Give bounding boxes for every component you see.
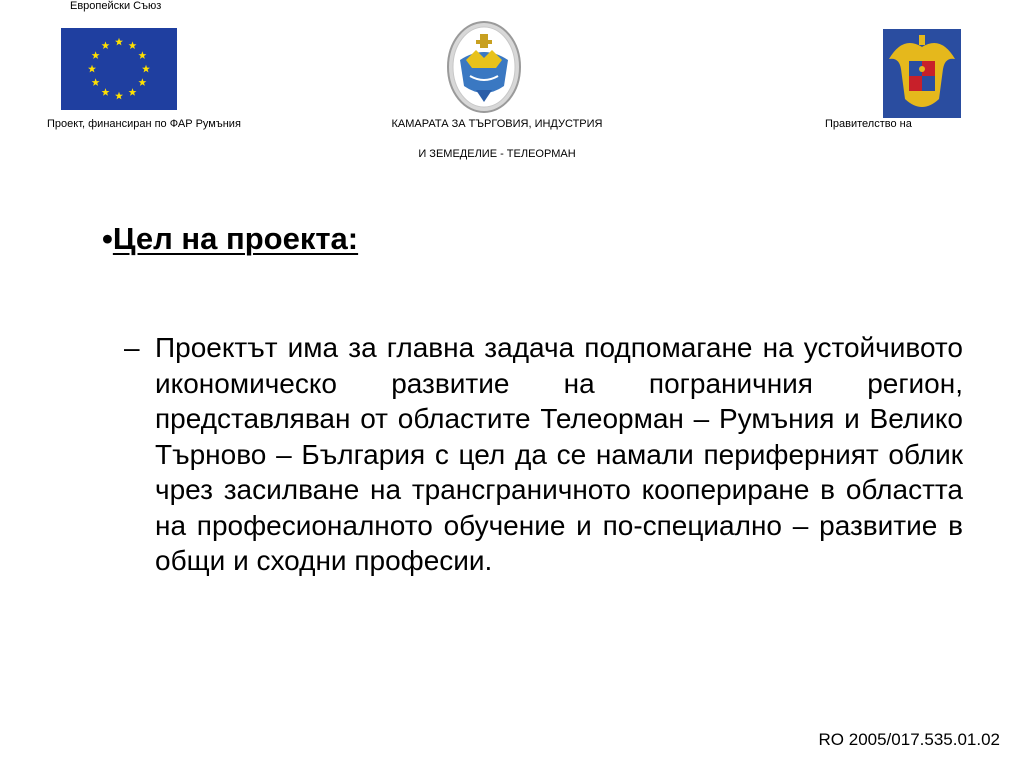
body-dash: – — [124, 332, 140, 363]
caption-left: Проект, финансиран по ФАР Румъния — [47, 118, 241, 130]
footer-code: RO 2005/017.535.01.02 — [818, 730, 1000, 749]
slide-title — [102, 219, 358, 259]
eu-label: Европейски Съюз — [70, 0, 162, 12]
caption-center-line1: КАМАРАТА ЗА ТЪРГОВИЯ, ИНДУСТРИЯ — [391, 118, 603, 130]
title-bullet: • — [102, 221, 113, 256]
title-text: Цел на проекта: — [112, 221, 359, 256]
chamber-emblem-icon — [446, 20, 522, 115]
eu-flag-icon — [61, 28, 177, 110]
body-text: Проектът има за главна задача подпомагане на устойчивото икономическо развитие на пограничния регион, представляван от областите Телеорман – Румъния и Велико Търново – България с цел да се намали периферният облик чрез засилване на трансграничното коопериране в областта на професионалното обучение и по-специално – развитие в общи и сходни професии. — [155, 332, 963, 576]
caption-center-line2: И ЗЕМЕДЕЛИЕ - ТЕЛЕОРМАН — [418, 148, 576, 160]
caption-right: Правителство на — [825, 118, 912, 130]
romania-coat-of-arms-icon — [883, 29, 961, 118]
